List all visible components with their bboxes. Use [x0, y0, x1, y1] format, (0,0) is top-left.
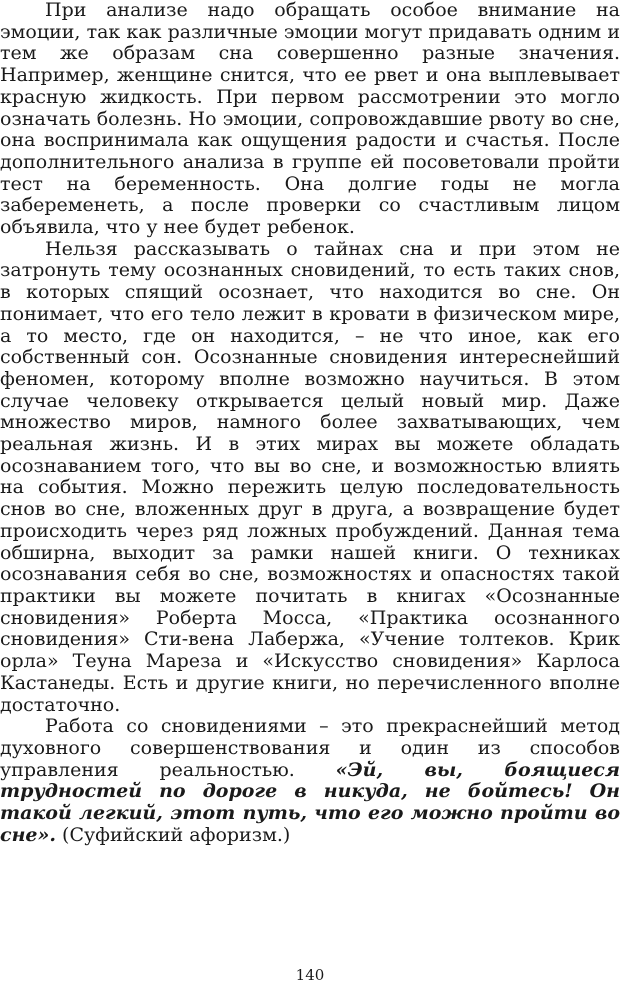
paragraph-dream-work	[0, 716, 620, 846]
paragraph-lucid-dreams: Нельзя рассказывать о тайнах сна и при этом не затронуть тему осознанных сновидений, то есть таких снов, в которых спящий осознает, что находится во сне. Он понимает, что его тело лежит в кровати в физическом мире, а то место, где он находится, – не что иное, как его собственный сон. Осознанные сновидения интереснейший феномен, которому вполне возможно научиться. В этом случае человеку открывается целый новый мир. Даже множество миров, намного более захватывающих, чем реальная жизнь. И в этих мирах вы можете обладать осознаванием того, что вы во сне, и возможностью влиять на события. Можно пережить целую последовательность снов во сне, вложенных друг в друга, а возвращение будет происходить через ряд ложных пробуждений. Данная тема обширна, выходит за рамки нашей книги. О техниках осознавания себя во сне, возможностях и опасностях такой практики вы можете почитать в книгах «Осознанные сновидения» Роберта Мосса, «Практика осознанного сновидения» Сти-вена Лабержа, «Учение толтеков. Крик орла» Теуна Мареза и «Искусство сновидения» Карлоса Кастанеды. Есть и другие книги, но перечисленного вполне достаточно.	[0, 237, 620, 716]
page-number: 140	[295, 966, 325, 984]
paragraph-emotions: При анализе надо обращать особое внимание на эмоции, так как различные эмоции могут придавать одним и тем же образам сна совершенно разные значения. Например, женщине снится, что ее рвет и она выплевывает красную жидкость. При первом рассмотрении это могло означать болезнь. Но эмоции, сопровождавшие рвоту во сне, она воспринимала как ощущения радости и счастья. После дополнительного анализа в группе ей посоветовали пройти тест на беременность. Она долгие годы не могла забеременеть, а после проверки со счастливым лицом объявила, что у нее будет ребенок.	[0, 0, 620, 239]
paragraph-text-before-quote: Работа со сновидениями – это прекраснейший метод духовного совершенствования и один из способов управления реальностью.	[0, 715, 620, 781]
quote-attribution: (Суфийский афоризм.)	[56, 823, 291, 846]
sufi-quote: «Эй, вы, боящиеся трудностей по дороге в никуда, не бойтесь! Он такой легкий, этот путь, что его можно пройти во сне».	[0, 758, 620, 846]
